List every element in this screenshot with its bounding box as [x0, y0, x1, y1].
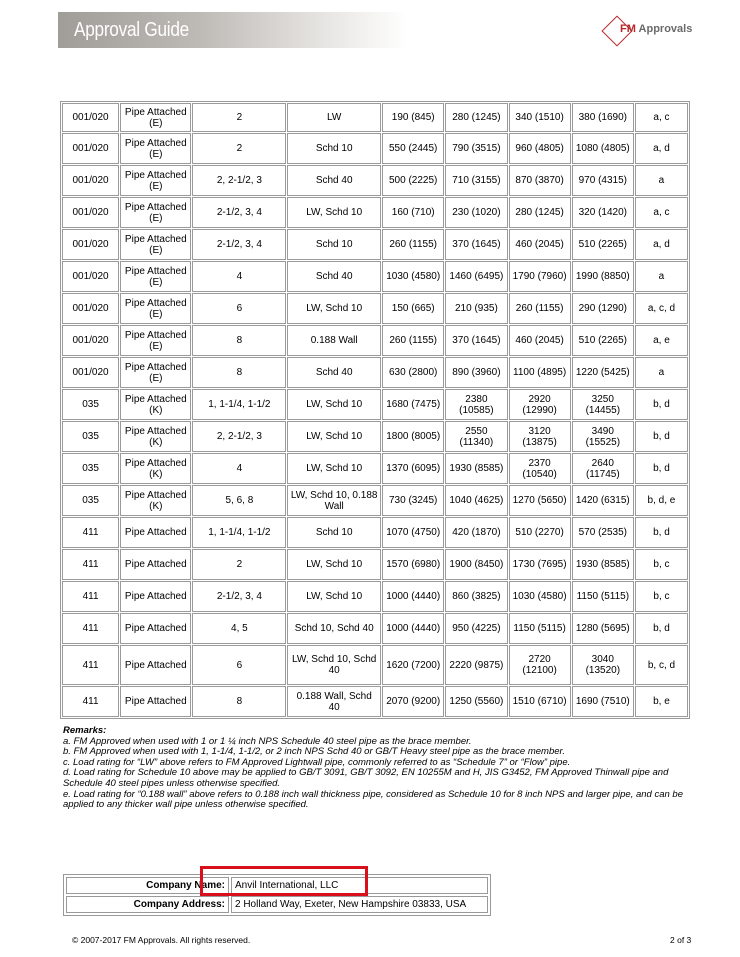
- pipe-size-cell: 8: [192, 325, 286, 356]
- load-b-cell: 2220 (9875): [445, 645, 507, 685]
- fitting-cell: Pipe Attached: [120, 549, 191, 580]
- pipe-size-cell: 5, 6, 8: [192, 485, 286, 516]
- pipe-size-cell: 4: [192, 261, 286, 292]
- pipe-type-cell: LW, Schd 10: [287, 581, 381, 612]
- notes-cell: a: [635, 357, 688, 388]
- load-b-cell: 2380 (10585): [445, 389, 507, 420]
- load-d-cell: 3250 (14455): [572, 389, 634, 420]
- table-row: [62, 103, 688, 132]
- fitting-cell: Pipe Attached (K): [120, 421, 191, 452]
- company-address-label: Company Address:: [66, 896, 229, 913]
- fitting-cell: Pipe Attached: [120, 645, 191, 685]
- model-cell: 411: [62, 517, 119, 548]
- pipe-size-cell: 2: [192, 103, 286, 132]
- notes-cell: b, c: [635, 581, 688, 612]
- notes-cell: b, d: [635, 517, 688, 548]
- load-b-cell: 860 (3825): [445, 581, 507, 612]
- load-c-cell: 1030 (4580): [509, 581, 571, 612]
- load-b-cell: 370 (1645): [445, 229, 507, 260]
- load-d-cell: 570 (2535): [572, 517, 634, 548]
- load-c-cell: 1150 (5115): [509, 613, 571, 644]
- load-c-cell: 1270 (5650): [509, 485, 571, 516]
- model-cell: 001/020: [62, 133, 119, 164]
- table-row: [62, 357, 688, 388]
- page-number: 2 of 3: [670, 935, 692, 945]
- load-d-cell: 1690 (7510): [572, 686, 634, 717]
- pipe-type-cell: LW, Schd 10: [287, 293, 381, 324]
- notes-cell: b, c, d: [635, 645, 688, 685]
- pipe-size-cell: 1, 1-1/4, 1-1/2: [192, 517, 286, 548]
- load-c-cell: 2720 (12100): [509, 645, 571, 685]
- table-row: [62, 293, 688, 324]
- fitting-cell: Pipe Attached (E): [120, 229, 191, 260]
- notes-cell: a, d: [635, 229, 688, 260]
- pipe-size-cell: 6: [192, 645, 286, 685]
- notes-cell: a, c: [635, 197, 688, 228]
- logo-approvals: Approvals: [638, 23, 693, 35]
- pipe-type-cell: Schd 10: [287, 517, 381, 548]
- load-d-cell: 1150 (5115): [572, 581, 634, 612]
- table-row: [62, 645, 688, 685]
- pipe-type-cell: LW, Schd 10: [287, 389, 381, 420]
- fitting-cell: Pipe Attached (E): [120, 103, 191, 132]
- load-c-cell: 1510 (6710): [509, 686, 571, 717]
- pipe-size-cell: 8: [192, 686, 286, 717]
- load-a-cell: 1000 (4440): [382, 581, 444, 612]
- remark-d: d. Load rating for Schedule 10 above may be applied to GB/T 3091, GB/T 3092, EN 10255M and H, JIS G3452, FM Approved Thinwall pipe and Schedule 40 steel pipes unless otherwise specified.: [63, 767, 669, 789]
- model-cell: 001/020: [62, 293, 119, 324]
- model-cell: 001/020: [62, 103, 119, 132]
- remarks-section: [63, 726, 693, 811]
- notes-cell: a, c, d: [635, 293, 688, 324]
- fm-approvals-logo: [600, 16, 700, 46]
- load-c-cell: 460 (2045): [509, 325, 571, 356]
- load-d-cell: 1420 (6315): [572, 485, 634, 516]
- load-b-cell: 950 (4225): [445, 613, 507, 644]
- load-c-cell: 260 (1155): [509, 293, 571, 324]
- load-b-cell: 370 (1645): [445, 325, 507, 356]
- load-c-cell: 960 (4805): [509, 133, 571, 164]
- pipe-size-cell: 8: [192, 357, 286, 388]
- company-name-label: Company Name:: [66, 877, 229, 894]
- load-b-cell: 230 (1020): [445, 197, 507, 228]
- load-a-cell: 260 (1155): [382, 325, 444, 356]
- load-b-cell: 1460 (6495): [445, 261, 507, 292]
- model-cell: 411: [62, 581, 119, 612]
- load-b-cell: 890 (3960): [445, 357, 507, 388]
- fitting-cell: Pipe Attached (E): [120, 293, 191, 324]
- load-d-cell: 3490 (15525): [572, 421, 634, 452]
- pipe-type-cell: LW, Schd 10, Schd 40: [287, 645, 381, 685]
- model-cell: 035: [62, 389, 119, 420]
- load-a-cell: 630 (2800): [382, 357, 444, 388]
- fitting-cell: Pipe Attached (E): [120, 165, 191, 196]
- pipe-size-cell: 4: [192, 453, 286, 484]
- fitting-cell: Pipe Attached: [120, 686, 191, 717]
- load-c-cell: 2370 (10540): [509, 453, 571, 484]
- model-cell: 411: [62, 613, 119, 644]
- table-row: [62, 549, 688, 580]
- pipe-type-cell: LW, Schd 10, 0.188 Wall: [287, 485, 381, 516]
- pipe-size-cell: 2-1/2, 3, 4: [192, 581, 286, 612]
- load-c-cell: 1790 (7960): [509, 261, 571, 292]
- table-row: [62, 517, 688, 548]
- model-cell: 035: [62, 485, 119, 516]
- load-c-cell: 870 (3870): [509, 165, 571, 196]
- remarks-heading: Remarks:: [63, 725, 107, 736]
- notes-cell: a, d: [635, 133, 688, 164]
- pipe-type-cell: Schd 10: [287, 229, 381, 260]
- notes-cell: b, d: [635, 453, 688, 484]
- notes-cell: b, d: [635, 613, 688, 644]
- company-name-value: Anvil International, LLC: [231, 877, 488, 894]
- model-cell: 001/020: [62, 165, 119, 196]
- pipe-type-cell: Schd 40: [287, 357, 381, 388]
- load-c-cell: 1100 (4895): [509, 357, 571, 388]
- load-a-cell: 1620 (7200): [382, 645, 444, 685]
- load-b-cell: 1040 (4625): [445, 485, 507, 516]
- load-c-cell: 3120 (13875): [509, 421, 571, 452]
- pipe-size-cell: 4, 5: [192, 613, 286, 644]
- pipe-size-cell: 2-1/2, 3, 4: [192, 197, 286, 228]
- notes-cell: a, e: [635, 325, 688, 356]
- fitting-cell: Pipe Attached (K): [120, 389, 191, 420]
- load-d-cell: 510 (2265): [572, 229, 634, 260]
- load-b-cell: 420 (1870): [445, 517, 507, 548]
- table-row: [62, 229, 688, 260]
- fitting-cell: Pipe Attached (E): [120, 261, 191, 292]
- pipe-size-cell: 2-1/2, 3, 4: [192, 229, 286, 260]
- load-a-cell: 1370 (6095): [382, 453, 444, 484]
- fitting-cell: Pipe Attached (E): [120, 133, 191, 164]
- pipe-size-cell: 1, 1-1/4, 1-1/2: [192, 389, 286, 420]
- load-a-cell: 190 (845): [382, 103, 444, 132]
- notes-cell: b, d: [635, 421, 688, 452]
- load-d-cell: 1220 (5425): [572, 357, 634, 388]
- fitting-cell: Pipe Attached (K): [120, 485, 191, 516]
- load-d-cell: 1930 (8585): [572, 549, 634, 580]
- model-cell: 411: [62, 686, 119, 717]
- load-c-cell: 2920 (12990): [509, 389, 571, 420]
- notes-cell: a: [635, 165, 688, 196]
- pipe-type-cell: Schd 10, Schd 40: [287, 613, 381, 644]
- load-a-cell: 730 (3245): [382, 485, 444, 516]
- load-b-cell: 210 (935): [445, 293, 507, 324]
- remark-a: a. FM Approved when used with 1 or 1 ¼ inch NPS Schedule 40 steel pipe as the brace member.: [63, 735, 472, 747]
- load-a-cell: 1070 (4750): [382, 517, 444, 548]
- pipe-type-cell: LW, Schd 10: [287, 453, 381, 484]
- load-d-cell: 510 (2265): [572, 325, 634, 356]
- model-cell: 035: [62, 453, 119, 484]
- pipe-size-cell: 2, 2-1/2, 3: [192, 165, 286, 196]
- model-cell: 001/020: [62, 229, 119, 260]
- load-c-cell: 460 (2045): [509, 229, 571, 260]
- table-body: [62, 103, 688, 717]
- model-cell: 001/020: [62, 325, 119, 356]
- load-b-cell: 1250 (5560): [445, 686, 507, 717]
- load-c-cell: 280 (1245): [509, 197, 571, 228]
- pipe-type-cell: Schd 40: [287, 165, 381, 196]
- pipe-type-cell: 0.188 Wall: [287, 325, 381, 356]
- pipe-size-cell: 2: [192, 549, 286, 580]
- table-row: [62, 197, 688, 228]
- load-d-cell: 380 (1690): [572, 103, 634, 132]
- model-cell: 035: [62, 421, 119, 452]
- model-cell: 001/020: [62, 357, 119, 388]
- load-d-cell: 290 (1290): [572, 293, 634, 324]
- pipe-type-cell: LW, Schd 10: [287, 197, 381, 228]
- load-d-cell: 1990 (8850): [572, 261, 634, 292]
- pipe-type-cell: LW: [287, 103, 381, 132]
- load-a-cell: 550 (2445): [382, 133, 444, 164]
- notes-cell: a, c: [635, 103, 688, 132]
- fitting-cell: Pipe Attached (K): [120, 453, 191, 484]
- load-a-cell: 160 (710): [382, 197, 444, 228]
- remark-c: c. Load rating for “LW” above refers to FM Approved Lightwall pipe, commonly referred to as “Schedule 7” or “Flow” pipe.: [63, 756, 571, 768]
- notes-cell: b, d, e: [635, 485, 688, 516]
- model-cell: 001/020: [62, 197, 119, 228]
- table-row: [62, 133, 688, 164]
- table-row: [62, 389, 688, 420]
- table-row: [62, 421, 688, 452]
- fitting-cell: Pipe Attached (E): [120, 325, 191, 356]
- load-b-cell: 280 (1245): [445, 103, 507, 132]
- load-a-cell: 1570 (6980): [382, 549, 444, 580]
- table-row: [62, 165, 688, 196]
- table-row: [62, 686, 688, 717]
- load-b-cell: 710 (3155): [445, 165, 507, 196]
- load-a-cell: 1030 (4580): [382, 261, 444, 292]
- load-b-cell: 790 (3515): [445, 133, 507, 164]
- load-d-cell: 320 (1420): [572, 197, 634, 228]
- fitting-cell: Pipe Attached (E): [120, 357, 191, 388]
- load-b-cell: 2550 (11340): [445, 421, 507, 452]
- model-cell: 411: [62, 645, 119, 685]
- pipe-type-cell: Schd 40: [287, 261, 381, 292]
- load-d-cell: 1080 (4805): [572, 133, 634, 164]
- company-address-row: [66, 896, 488, 913]
- pipe-size-cell: 2, 2-1/2, 3: [192, 421, 286, 452]
- table-row: [62, 613, 688, 644]
- remark-e: e. Load rating for “0.188 wall” above refers to 0.188 inch wall thickness pipe, considered as Schedule 10 for 8 inch NPS and larger pipe, and can be applied to any thicker wall pipe unless otherwise specified.: [63, 788, 683, 811]
- header-banner: [58, 12, 408, 48]
- load-a-cell: 1680 (7475): [382, 389, 444, 420]
- load-a-cell: 1800 (8005): [382, 421, 444, 452]
- remark-b: b. FM Approved when used with 1, 1-1/4, 1-1/2, or 2 inch NPS Schd 40 or GB/T Heavy steel pipe as the brace member.: [63, 746, 565, 758]
- load-a-cell: 1000 (4440): [382, 613, 444, 644]
- table-row: [62, 485, 688, 516]
- load-a-cell: 2070 (9200): [382, 686, 444, 717]
- load-d-cell: 2640 (11745): [572, 453, 634, 484]
- company-address-value: 2 Holland Way, Exeter, New Hampshire 03833, USA: [231, 896, 488, 913]
- load-c-cell: 340 (1510): [509, 103, 571, 132]
- notes-cell: b, e: [635, 686, 688, 717]
- model-cell: 411: [62, 549, 119, 580]
- load-b-cell: 1900 (8450): [445, 549, 507, 580]
- table-row: [62, 261, 688, 292]
- copyright-footer: © 2007-2017 FM Approvals. All rights reserved.: [72, 935, 251, 945]
- pipe-type-cell: 0.188 Wall, Schd 40: [287, 686, 381, 717]
- page-title: Approval Guide: [74, 19, 189, 41]
- table-row: [62, 581, 688, 612]
- highlight-box: [200, 866, 368, 896]
- notes-cell: b, d: [635, 389, 688, 420]
- model-cell: 001/020: [62, 261, 119, 292]
- pipe-size-cell: 2: [192, 133, 286, 164]
- load-a-cell: 500 (2225): [382, 165, 444, 196]
- load-a-cell: 150 (665): [382, 293, 444, 324]
- load-c-cell: 1730 (7695): [509, 549, 571, 580]
- table-row: [62, 453, 688, 484]
- load-d-cell: 1280 (5695): [572, 613, 634, 644]
- load-rating-table: [60, 101, 690, 719]
- pipe-type-cell: Schd 10: [287, 133, 381, 164]
- fitting-cell: Pipe Attached (E): [120, 197, 191, 228]
- fitting-cell: Pipe Attached: [120, 517, 191, 548]
- notes-cell: a: [635, 261, 688, 292]
- notes-cell: b, c: [635, 549, 688, 580]
- fitting-cell: Pipe Attached: [120, 613, 191, 644]
- fitting-cell: Pipe Attached: [120, 581, 191, 612]
- load-c-cell: 510 (2270): [509, 517, 571, 548]
- pipe-size-cell: 6: [192, 293, 286, 324]
- logo-fm: FM: [620, 23, 636, 35]
- load-a-cell: 260 (1155): [382, 229, 444, 260]
- pipe-type-cell: LW, Schd 10: [287, 421, 381, 452]
- pipe-type-cell: LW, Schd 10: [287, 549, 381, 580]
- load-d-cell: 970 (4315): [572, 165, 634, 196]
- table-row: [62, 325, 688, 356]
- load-b-cell: 1930 (8585): [445, 453, 507, 484]
- load-d-cell: 3040 (13520): [572, 645, 634, 685]
